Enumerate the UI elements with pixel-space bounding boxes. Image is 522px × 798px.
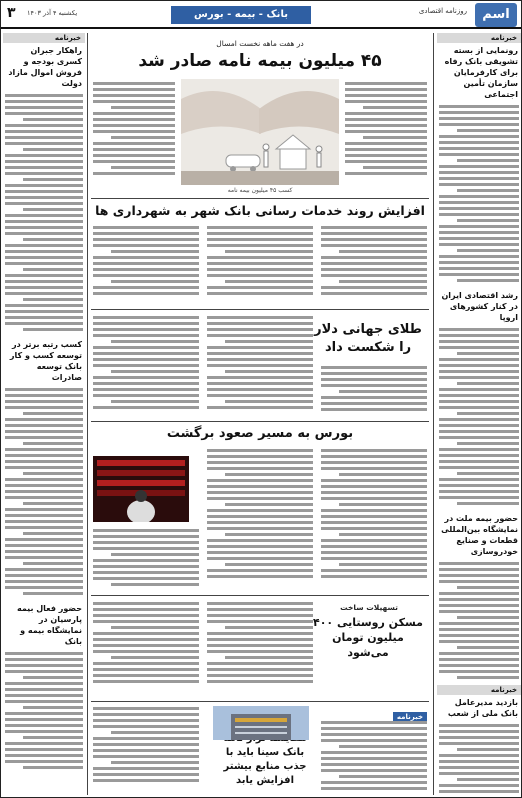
body-text	[437, 724, 521, 795]
section-divider	[91, 309, 429, 310]
section-divider	[91, 421, 429, 422]
story-headline: افزایش روند خدمات رسانی بانک شهر به شهرداری ها	[95, 203, 425, 218]
body-text	[319, 446, 429, 578]
body-text	[205, 223, 315, 295]
body-text	[3, 652, 85, 769]
family-insurance-illustration	[181, 79, 339, 185]
tagline: روزنامه اقتصادی	[418, 7, 467, 15]
body-text	[205, 313, 315, 409]
side-story-title: بازدید مدیرعامل بانک ملی از شعب	[447, 698, 518, 718]
body-text	[205, 446, 315, 578]
kicker: خبرنامه	[437, 685, 521, 695]
story-rural-housing	[91, 599, 429, 699]
section-banner: بانک - بیمه - بورس	[171, 6, 311, 24]
story-supertitle: تسهیلات ساخت	[340, 603, 398, 612]
story-headline: بانک سینا باید با جذب منابع بیشتر افزایش یابد	[223, 747, 307, 786]
stock-board-illustration	[93, 456, 189, 522]
story-headline: طلای جهانی دلار را شکست داد	[314, 322, 422, 355]
dateline: یکشنبه ۴ آذر ۱۴۰۳	[27, 9, 78, 17]
lead-story	[91, 35, 429, 197]
masthead	[1, 1, 521, 29]
bank-building-photo	[213, 706, 309, 740]
story-headline: بورس به مسیر صعود برگشت	[166, 426, 354, 441]
story-bourse	[91, 424, 429, 594]
body-text	[3, 388, 85, 595]
column-divider	[87, 33, 88, 795]
side-story-title: راهکار جبران کسری بودجه و فروش اموال مازاد دولت	[8, 46, 82, 88]
side-story-title: کسب رتبه برتر در توسعه کسب و کار بانک توسعه صادرات	[9, 340, 82, 382]
body-text	[91, 704, 201, 782]
lead-body-left	[91, 79, 177, 175]
stock-market-photo	[93, 456, 189, 522]
story-gold	[91, 313, 429, 421]
lead-supertitle: در هفت ماهه نخست امسال	[216, 39, 304, 48]
side-story-title: حضور فعال بیمه پارسیان در نمایشگاه بیمه و بانک	[16, 604, 82, 646]
lead-body-right	[343, 79, 429, 175]
body-text	[91, 526, 201, 586]
left-column	[3, 33, 85, 795]
body-text	[437, 562, 521, 679]
body-text	[319, 223, 429, 295]
kicker: خبرنامه	[3, 33, 85, 43]
body-text	[437, 328, 521, 505]
body-text	[319, 363, 429, 411]
story-bank-shahr	[91, 201, 429, 309]
section-divider	[91, 198, 429, 199]
body-text	[205, 599, 315, 683]
column-divider	[433, 33, 434, 795]
kicker: خبرنامه	[437, 33, 521, 43]
page-number: ۳	[7, 5, 16, 21]
body-text	[91, 223, 201, 295]
section-divider	[91, 595, 429, 596]
right-column	[437, 33, 521, 795]
section-divider	[91, 701, 429, 702]
lead-photo	[181, 79, 339, 185]
body-text	[3, 94, 85, 331]
body-text	[319, 718, 429, 790]
photo-caption: کسب ۴۵ میلیون بیمه نامه	[227, 187, 293, 194]
body-text	[437, 105, 521, 282]
newspaper-logo: اسم	[475, 3, 517, 27]
story-sina-bank	[91, 704, 429, 796]
side-story-title: رشد اقتصادی ایران در کنار کشورهای اروپا	[441, 291, 518, 322]
story-kicker: خبرنامه	[393, 704, 427, 723]
body-text	[91, 599, 201, 683]
bank-building-illustration	[213, 706, 309, 740]
story-headline: مسکن روستایی ۴۰۰ میلیون تومان می‌شود	[313, 616, 423, 659]
lead-headline: ۴۵ میلیون بیمه نامه صادر شد	[138, 51, 382, 71]
body-text	[91, 313, 201, 409]
side-story-title: رونمایی از بسته تشویقی بانک رفاه برای کارفرمایان سازمان تأمین اجتماعی	[444, 46, 518, 99]
side-story-title: حضور بیمه ملت در نمایشگاه بین‌المللی قطعات و صنایع خودروسازی	[441, 514, 518, 556]
